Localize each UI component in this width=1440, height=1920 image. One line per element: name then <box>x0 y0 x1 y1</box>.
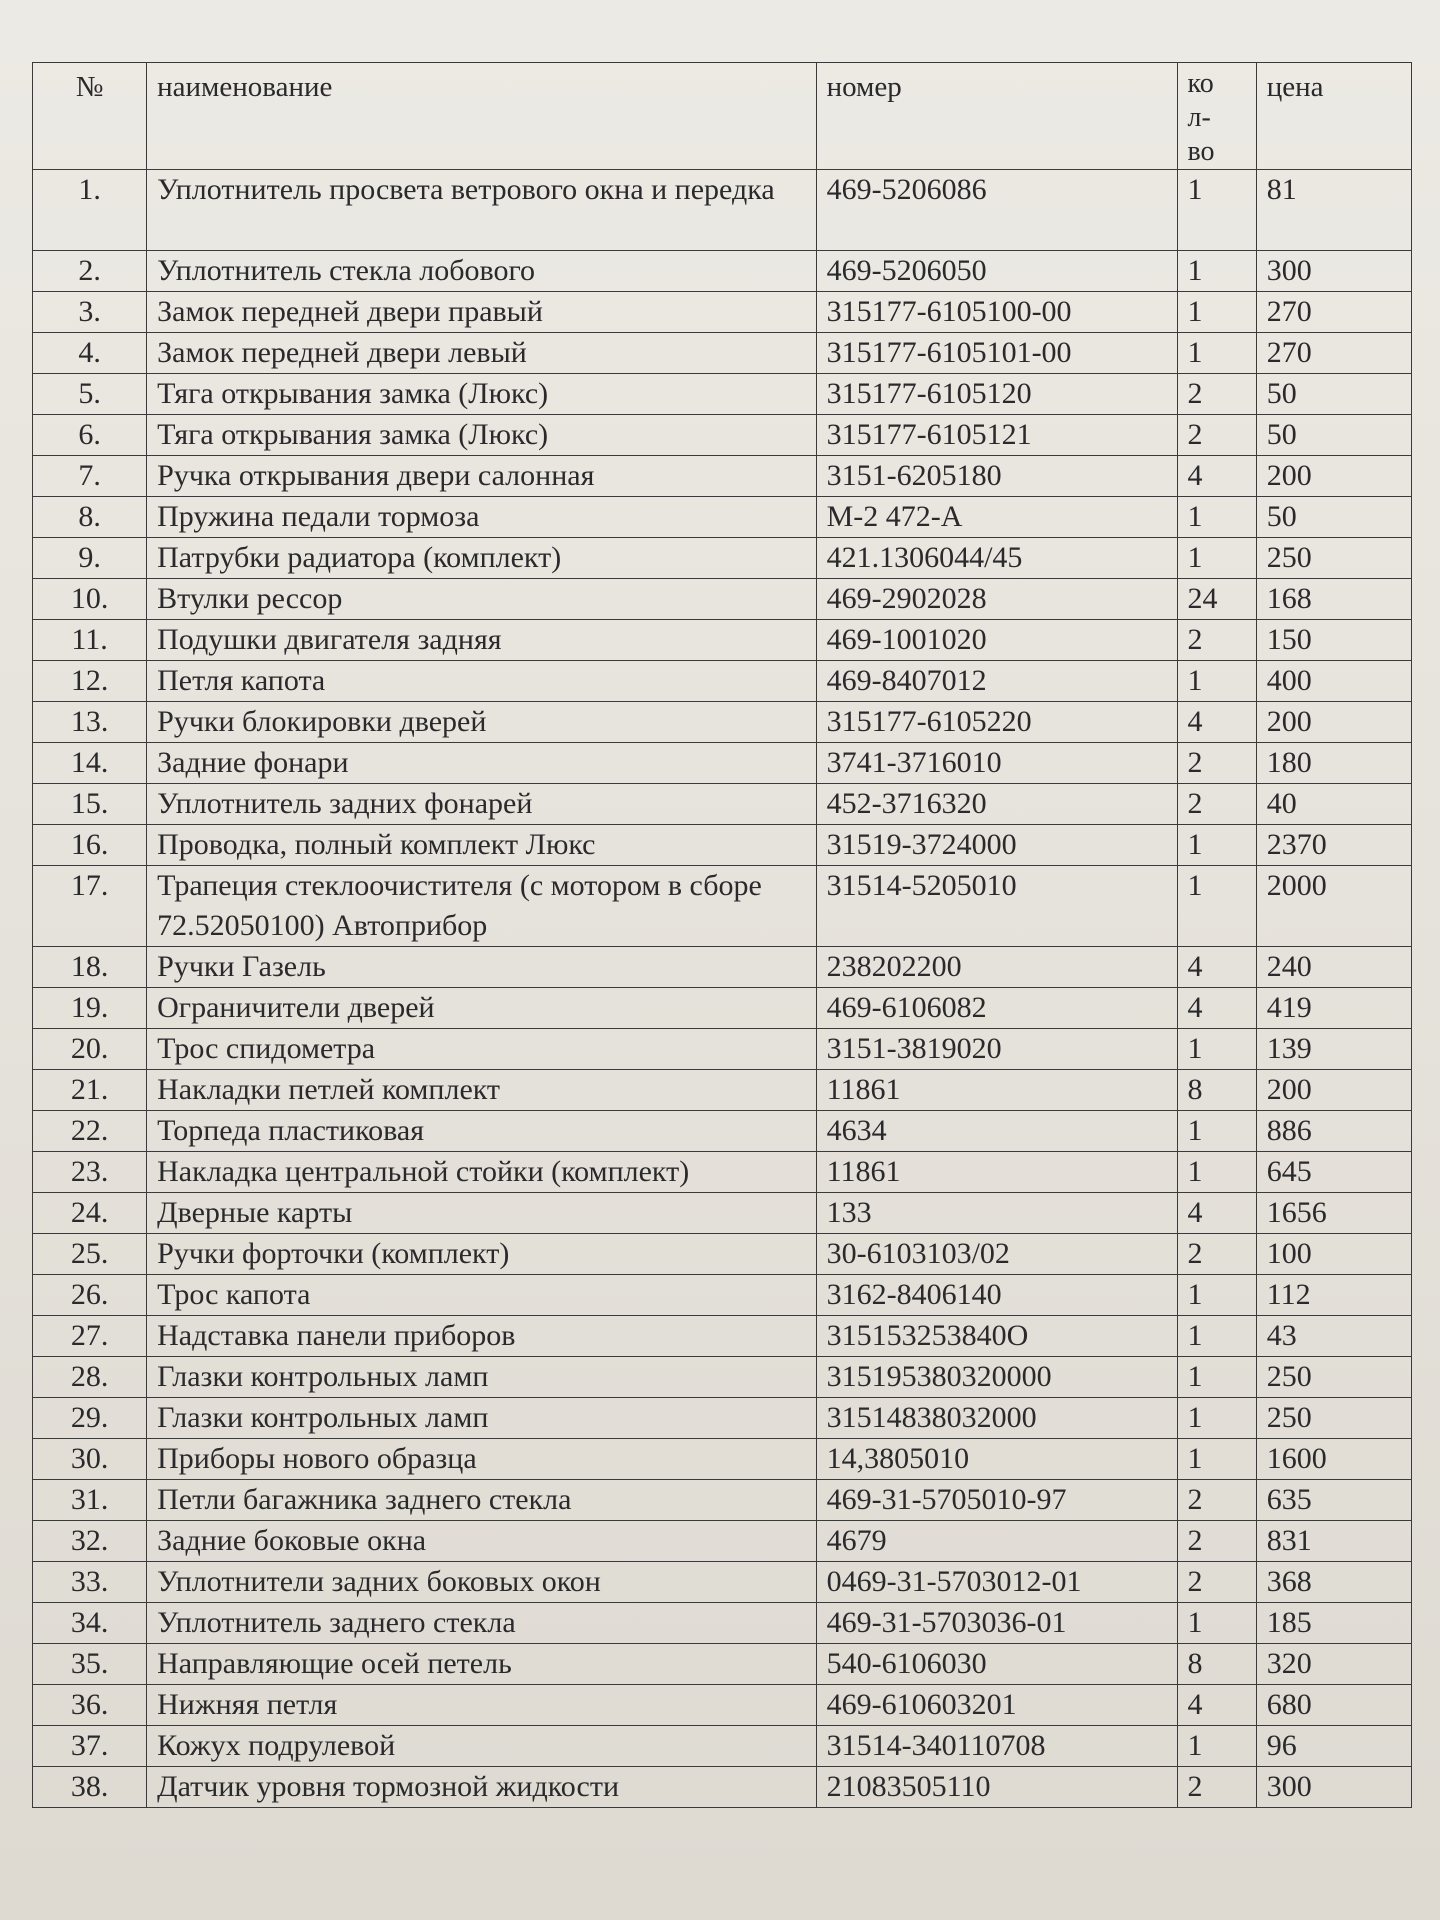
row-number: 15. <box>33 784 147 825</box>
row-quantity: 1 <box>1177 1357 1256 1398</box>
row-part-number: 540-6106030 <box>816 1644 1177 1685</box>
row-part-number: 31514838032000 <box>816 1398 1177 1439</box>
row-part-number: 21083505110 <box>816 1767 1177 1808</box>
row-quantity: 4 <box>1177 456 1256 497</box>
row-name: Проводка, полный комплект Люкс <box>147 825 816 866</box>
table-row <box>33 1480 1412 1521</box>
row-price: 680 <box>1256 1685 1411 1726</box>
row-name: Ручки Газель <box>147 947 816 988</box>
row-quantity: 1 <box>1177 497 1256 538</box>
row-part-number: 469-31-5703036-01 <box>816 1603 1177 1644</box>
row-quantity: 1 <box>1177 1316 1256 1357</box>
table-row <box>33 1521 1412 1562</box>
row-price: 831 <box>1256 1521 1411 1562</box>
table-row <box>33 1111 1412 1152</box>
row-quantity: 1 <box>1177 1111 1256 1152</box>
row-quantity: 1 <box>1177 661 1256 702</box>
row-name: Пружина педали тормоза <box>147 497 816 538</box>
row-name: Уплотнители задних боковых окон <box>147 1562 816 1603</box>
row-price: 139 <box>1256 1029 1411 1070</box>
row-part-number: 0469-31-5703012-01 <box>816 1562 1177 1603</box>
row-quantity: 1 <box>1177 170 1256 251</box>
table-row <box>33 415 1412 456</box>
row-part-number: 469-8407012 <box>816 661 1177 702</box>
row-price: 2000 <box>1256 866 1411 947</box>
table-row <box>33 661 1412 702</box>
row-quantity: 1 <box>1177 251 1256 292</box>
row-part-number: 31519-3724000 <box>816 825 1177 866</box>
row-number: 3. <box>33 292 147 333</box>
row-name: Ограничители дверей <box>147 988 816 1029</box>
row-quantity: 2 <box>1177 620 1256 661</box>
row-part-number: 469-610603201 <box>816 1685 1177 1726</box>
row-quantity: 2 <box>1177 374 1256 415</box>
row-price: 886 <box>1256 1111 1411 1152</box>
parts-table <box>32 62 1412 1808</box>
row-name: Петли багажника заднего стекла <box>147 1480 816 1521</box>
table-row <box>33 1685 1412 1726</box>
table-row <box>33 620 1412 661</box>
row-name: Замок передней двери левый <box>147 333 816 374</box>
table-row <box>33 1193 1412 1234</box>
row-name: Тяга открывания замка (Люкс) <box>147 374 816 415</box>
header-name: наименование <box>147 63 816 170</box>
row-price: 250 <box>1256 538 1411 579</box>
table-row <box>33 1398 1412 1439</box>
row-price: 2370 <box>1256 825 1411 866</box>
row-quantity: 2 <box>1177 415 1256 456</box>
row-price: 400 <box>1256 661 1411 702</box>
row-price: 250 <box>1256 1398 1411 1439</box>
row-quantity: 8 <box>1177 1070 1256 1111</box>
row-part-number: 315195380320000 <box>816 1357 1177 1398</box>
row-number: 21. <box>33 1070 147 1111</box>
row-price: 96 <box>1256 1726 1411 1767</box>
row-name: Кожух подрулевой <box>147 1726 816 1767</box>
row-name: Патрубки радиатора (комплект) <box>147 538 816 579</box>
row-number: 11. <box>33 620 147 661</box>
row-price: 112 <box>1256 1275 1411 1316</box>
row-quantity: 2 <box>1177 1767 1256 1808</box>
row-name: Уплотнитель задних фонарей <box>147 784 816 825</box>
row-name: Ручка открывания двери салонная <box>147 456 816 497</box>
row-part-number: 315177-6105220 <box>816 702 1177 743</box>
table-row <box>33 374 1412 415</box>
row-number: 19. <box>33 988 147 1029</box>
row-quantity: 2 <box>1177 743 1256 784</box>
row-name: Нижняя петля <box>147 1685 816 1726</box>
row-price: 270 <box>1256 333 1411 374</box>
row-number: 17. <box>33 866 147 947</box>
row-number: 33. <box>33 1562 147 1603</box>
row-part-number: 315177-6105121 <box>816 415 1177 456</box>
row-quantity: 4 <box>1177 947 1256 988</box>
row-part-number: 11861 <box>816 1070 1177 1111</box>
row-name: Петля капота <box>147 661 816 702</box>
row-quantity: 1 <box>1177 866 1256 947</box>
table-row <box>33 497 1412 538</box>
row-number: 35. <box>33 1644 147 1685</box>
row-price: 200 <box>1256 456 1411 497</box>
row-name: Уплотнитель стекла лобового <box>147 251 816 292</box>
table-row <box>33 251 1412 292</box>
row-quantity: 2 <box>1177 1234 1256 1275</box>
row-price: 185 <box>1256 1603 1411 1644</box>
row-part-number: 31514-340110708 <box>816 1726 1177 1767</box>
row-part-number: 315177-6105120 <box>816 374 1177 415</box>
row-number: 4. <box>33 333 147 374</box>
row-name: Задние боковые окна <box>147 1521 816 1562</box>
table-row <box>33 1029 1412 1070</box>
table-row <box>33 1767 1412 1808</box>
row-quantity: 2 <box>1177 784 1256 825</box>
row-price: 81 <box>1256 170 1411 251</box>
header-quantity: ко л- во <box>1177 63 1256 170</box>
row-price: 419 <box>1256 988 1411 1029</box>
table-row <box>33 170 1412 251</box>
row-part-number: 315153253840О <box>816 1316 1177 1357</box>
row-name: Ручки блокировки дверей <box>147 702 816 743</box>
table-row <box>33 1357 1412 1398</box>
row-number: 10. <box>33 579 147 620</box>
row-number: 7. <box>33 456 147 497</box>
row-quantity: 1 <box>1177 1029 1256 1070</box>
row-part-number: 4679 <box>816 1521 1177 1562</box>
row-name: Уплотнитель просвета ветрового окна и передка <box>147 170 816 251</box>
header-price: цена <box>1256 63 1411 170</box>
row-price: 270 <box>1256 292 1411 333</box>
row-quantity: 4 <box>1177 1193 1256 1234</box>
row-part-number: 30-6103103/02 <box>816 1234 1177 1275</box>
row-part-number: 31514-5205010 <box>816 866 1177 947</box>
table-row <box>33 1439 1412 1480</box>
row-number: 27. <box>33 1316 147 1357</box>
table-row <box>33 1152 1412 1193</box>
row-name: Трапеция стеклоочистителя (с мотором в сборе 72.52050100) Автоприбор <box>147 866 816 947</box>
row-price: 50 <box>1256 374 1411 415</box>
table-body <box>33 170 1412 1808</box>
row-part-number: 452-3716320 <box>816 784 1177 825</box>
table-row <box>33 825 1412 866</box>
table-row <box>33 1234 1412 1275</box>
table-row <box>33 333 1412 374</box>
row-part-number: 133 <box>816 1193 1177 1234</box>
table-row <box>33 1316 1412 1357</box>
row-price: 150 <box>1256 620 1411 661</box>
row-quantity: 4 <box>1177 1685 1256 1726</box>
row-quantity: 8 <box>1177 1644 1256 1685</box>
row-number: 30. <box>33 1439 147 1480</box>
row-name: Ручки форточки (комплект) <box>147 1234 816 1275</box>
row-name: Дверные карты <box>147 1193 816 1234</box>
row-name: Трос спидометра <box>147 1029 816 1070</box>
table-row <box>33 1070 1412 1111</box>
row-part-number: 3151-6205180 <box>816 456 1177 497</box>
row-part-number: 3151-3819020 <box>816 1029 1177 1070</box>
row-price: 200 <box>1256 1070 1411 1111</box>
row-quantity: 1 <box>1177 1726 1256 1767</box>
row-part-number: М-2 472-А <box>816 497 1177 538</box>
row-number: 23. <box>33 1152 147 1193</box>
row-number: 16. <box>33 825 147 866</box>
row-number: 8. <box>33 497 147 538</box>
row-price: 50 <box>1256 497 1411 538</box>
row-name: Уплотнитель заднего стекла <box>147 1603 816 1644</box>
row-name: Задние фонари <box>147 743 816 784</box>
row-part-number: 14,3805010 <box>816 1439 1177 1480</box>
row-price: 320 <box>1256 1644 1411 1685</box>
row-part-number: 469-6106082 <box>816 988 1177 1029</box>
row-price: 635 <box>1256 1480 1411 1521</box>
row-number: 20. <box>33 1029 147 1070</box>
table-row <box>33 1644 1412 1685</box>
table-row <box>33 784 1412 825</box>
row-quantity: 2 <box>1177 1480 1256 1521</box>
row-price: 1600 <box>1256 1439 1411 1480</box>
row-name: Торпеда пластиковая <box>147 1111 816 1152</box>
row-price: 200 <box>1256 702 1411 743</box>
row-price: 100 <box>1256 1234 1411 1275</box>
header-number: № <box>33 63 147 170</box>
row-number: 12. <box>33 661 147 702</box>
row-number: 38. <box>33 1767 147 1808</box>
row-number: 18. <box>33 947 147 988</box>
row-name: Надставка панели приборов <box>147 1316 816 1357</box>
row-name: Подушки двигателя задняя <box>147 620 816 661</box>
table-row <box>33 947 1412 988</box>
table-header-row <box>33 63 1412 170</box>
table-row <box>33 292 1412 333</box>
row-part-number: 469-5206086 <box>816 170 1177 251</box>
row-number: 29. <box>33 1398 147 1439</box>
row-number: 5. <box>33 374 147 415</box>
row-name: Тяга открывания замка (Люкс) <box>147 415 816 456</box>
row-quantity: 2 <box>1177 1521 1256 1562</box>
row-number: 28. <box>33 1357 147 1398</box>
row-part-number: 3162-8406140 <box>816 1275 1177 1316</box>
row-number: 22. <box>33 1111 147 1152</box>
row-quantity: 1 <box>1177 1275 1256 1316</box>
row-name: Трос капота <box>147 1275 816 1316</box>
row-price: 168 <box>1256 579 1411 620</box>
row-quantity: 1 <box>1177 1152 1256 1193</box>
row-number: 14. <box>33 743 147 784</box>
table-row <box>33 743 1412 784</box>
table-row <box>33 988 1412 1029</box>
row-part-number: 315177-6105101-00 <box>816 333 1177 374</box>
row-number: 36. <box>33 1685 147 1726</box>
row-quantity: 1 <box>1177 538 1256 579</box>
table-row <box>33 456 1412 497</box>
row-number: 13. <box>33 702 147 743</box>
row-name: Накладка центральной стойки (комплект) <box>147 1152 816 1193</box>
row-quantity: 1 <box>1177 1398 1256 1439</box>
row-name: Накладки петлей комплект <box>147 1070 816 1111</box>
row-quantity: 2 <box>1177 1562 1256 1603</box>
row-number: 37. <box>33 1726 147 1767</box>
row-part-number: 238202200 <box>816 947 1177 988</box>
row-quantity: 4 <box>1177 988 1256 1029</box>
row-quantity: 24 <box>1177 579 1256 620</box>
row-number: 6. <box>33 415 147 456</box>
row-quantity: 1 <box>1177 825 1256 866</box>
row-number: 1. <box>33 170 147 251</box>
row-number: 24. <box>33 1193 147 1234</box>
row-number: 25. <box>33 1234 147 1275</box>
row-quantity: 1 <box>1177 1439 1256 1480</box>
row-number: 32. <box>33 1521 147 1562</box>
table-row <box>33 1603 1412 1644</box>
row-price: 50 <box>1256 415 1411 456</box>
row-part-number: 469-31-5705010-97 <box>816 1480 1177 1521</box>
row-name: Втулки рессор <box>147 579 816 620</box>
row-name: Глазки контрольных ламп <box>147 1398 816 1439</box>
table-row <box>33 538 1412 579</box>
table-row <box>33 1726 1412 1767</box>
row-price: 240 <box>1256 947 1411 988</box>
row-price: 40 <box>1256 784 1411 825</box>
row-price: 250 <box>1256 1357 1411 1398</box>
row-price: 1656 <box>1256 1193 1411 1234</box>
row-name: Замок передней двери правый <box>147 292 816 333</box>
row-price: 180 <box>1256 743 1411 784</box>
row-part-number: 469-2902028 <box>816 579 1177 620</box>
row-price: 368 <box>1256 1562 1411 1603</box>
row-part-number: 315177-6105100-00 <box>816 292 1177 333</box>
row-price: 43 <box>1256 1316 1411 1357</box>
row-number: 26. <box>33 1275 147 1316</box>
table-row <box>33 579 1412 620</box>
row-name: Направляющие осей петель <box>147 1644 816 1685</box>
row-price: 300 <box>1256 251 1411 292</box>
row-quantity: 4 <box>1177 702 1256 743</box>
row-quantity: 1 <box>1177 1603 1256 1644</box>
row-name: Глазки контрольных ламп <box>147 1357 816 1398</box>
row-part-number: 11861 <box>816 1152 1177 1193</box>
row-part-number: 469-1001020 <box>816 620 1177 661</box>
row-number: 9. <box>33 538 147 579</box>
header-part-number: номер <box>816 63 1177 170</box>
row-price: 645 <box>1256 1152 1411 1193</box>
row-part-number: 469-5206050 <box>816 251 1177 292</box>
row-quantity: 1 <box>1177 333 1256 374</box>
row-number: 2. <box>33 251 147 292</box>
row-part-number: 4634 <box>816 1111 1177 1152</box>
row-number: 34. <box>33 1603 147 1644</box>
table-row <box>33 1562 1412 1603</box>
row-price: 300 <box>1256 1767 1411 1808</box>
row-number: 31. <box>33 1480 147 1521</box>
table-row <box>33 866 1412 947</box>
table-row <box>33 1275 1412 1316</box>
row-name: Приборы нового образца <box>147 1439 816 1480</box>
table-row <box>33 702 1412 743</box>
row-part-number: 421.1306044/45 <box>816 538 1177 579</box>
row-name: Датчик уровня тормозной жидкости <box>147 1767 816 1808</box>
row-part-number: 3741-3716010 <box>816 743 1177 784</box>
row-quantity: 1 <box>1177 292 1256 333</box>
